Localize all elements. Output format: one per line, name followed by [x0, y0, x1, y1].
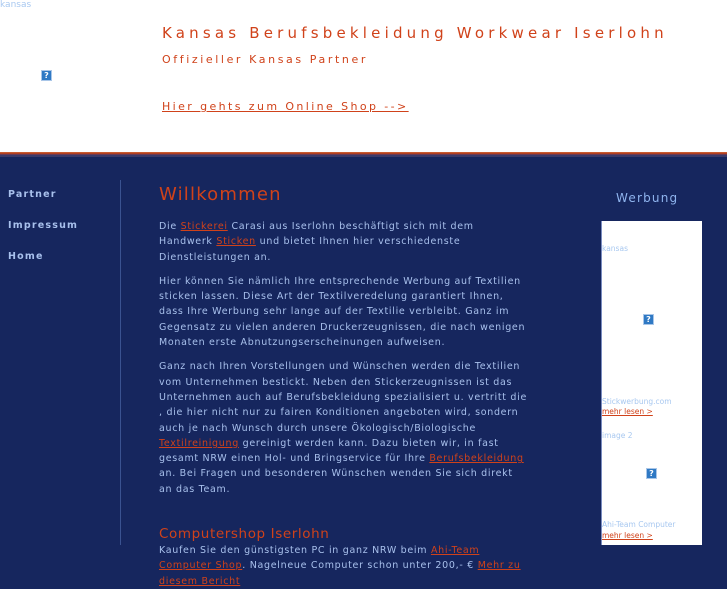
logo-image[interactable]: kansas	[0, 0, 32, 10]
ad-image-2[interactable]: image 2	[602, 431, 633, 440]
read-more-link[interactable]: mehr lesen >	[602, 407, 653, 416]
site-header	[0, 0, 727, 152]
column-divider	[120, 180, 121, 545]
site-subtitle: Offizieller Kansas Partner	[162, 53, 368, 66]
text: gereinigt werden kann. Dazu bieten wir, in fast gesamt NRW einen Hol- und Bringservice für Ihre	[159, 437, 499, 465]
computershop-paragraph	[159, 543, 529, 589]
ads-panel	[601, 221, 702, 545]
text: Carasi aus Iserlohn beschäftigt sich mit dem Handwerk	[159, 221, 474, 248]
header-divider-stripe	[0, 152, 727, 157]
ads-title: Werbung	[616, 191, 679, 205]
ad-image-kansas[interactable]: kansas	[602, 244, 628, 253]
text: Ganz nach Ihren Vorstellungen und Wünschen werden die Textilien vom Unternehmen bestickt. Neben den Stickerzeugnissen ist das Unternehmen auch auf Berufsbekleidung spezialisiert u. vertritt die , die hier nicht nur zu fairen Konditionen angeboten wird, sondern auch je nach Wunsch durch unsere Ökologisch/Biologische	[159, 361, 528, 434]
stickerei-link[interactable]: Stickerei	[180, 221, 228, 232]
read-more-link[interactable]: mehr lesen >	[602, 531, 653, 540]
sidebar-item-home[interactable]: Home	[8, 251, 44, 262]
broken-image-icon: ?	[643, 314, 654, 325]
text: an. Bei Fragen und besonderen Wünschen wenden Sie sich direkt an das Team.	[159, 468, 513, 495]
text: . Nagelneue Computer schon unter 200,- €	[242, 560, 478, 572]
computershop-heading: Computershop Iserlohn	[159, 526, 330, 543]
site-title: Kansas Berufsbekleidung Workwear Iserlohn	[162, 24, 668, 42]
page-title: Willkommen	[159, 184, 282, 205]
sidebar-item-partner[interactable]: Partner	[8, 189, 57, 200]
read-more-report-link[interactable]: Mehr zu diesem Bericht	[159, 560, 521, 587]
main-content	[159, 184, 529, 589]
text: Kaufen Sie den günstigsten PC in ganz NRW beim	[159, 545, 431, 557]
text: und bietet Ihnen hier verschiedenste Dienstleistungen an.	[159, 236, 461, 263]
text: Die	[159, 221, 181, 232]
services-paragraph	[159, 359, 529, 497]
broken-image-icon: ?	[646, 468, 657, 479]
werbung-paragraph: Hier können Sie nämlich Ihre entsprechende Werbung auf Textilien sticken lassen. Diese Art der Textilveredelung garantiert Ihnen, dass Ihre Werbung sehr lange auf der Textilie verbleibt. Ganz im Gegensatz zu vielen anderen Druckerzeugnissen, die nach wenigen Monaten erste Abnutzungserscheinungen aufweisen.	[159, 275, 526, 349]
sidebar-item-impressum[interactable]: Impressum	[8, 220, 79, 231]
ad-caption: Stickwerbung.com	[602, 397, 672, 406]
broken-image-icon: ?	[41, 70, 52, 81]
online-shop-link[interactable]: Hier gehts zum Online Shop -->	[162, 100, 409, 113]
ahi-team-shop-link[interactable]: Ahi-Team Computer Shop	[159, 545, 480, 572]
sticken-link[interactable]: Sticken	[216, 236, 256, 248]
intro-paragraph	[159, 219, 529, 265]
ad-caption: Ahi-Team Computer	[602, 520, 676, 529]
textilreinigung-link[interactable]: Textilreinigung	[159, 437, 239, 449]
berufsbekleidung-link[interactable]: Berufsbekleidung	[429, 453, 524, 465]
